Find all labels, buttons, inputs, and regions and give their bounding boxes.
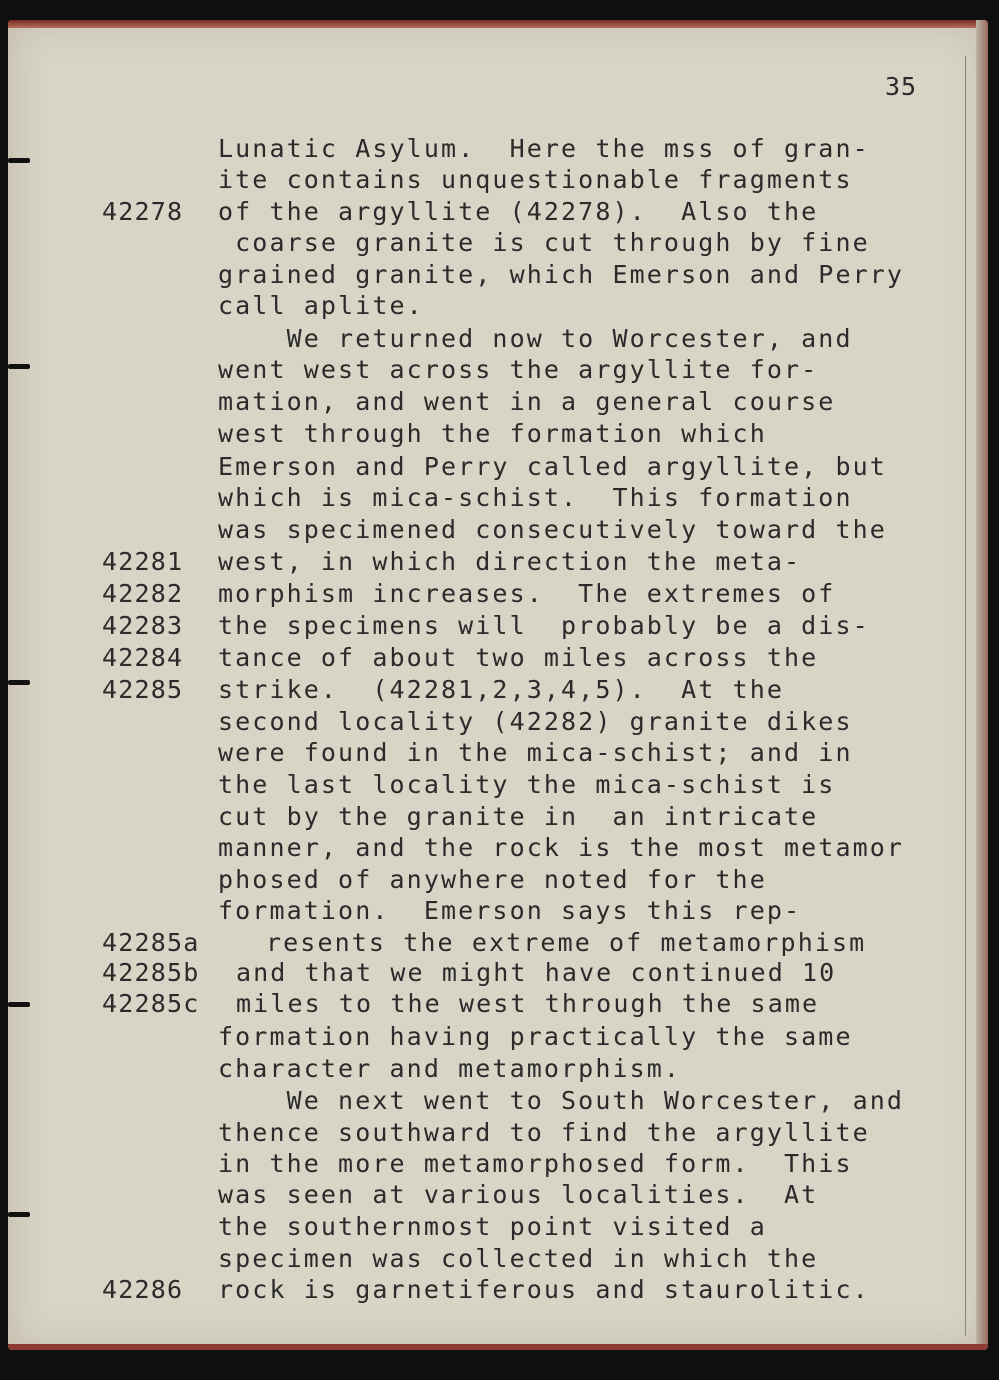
text-line: the southernmost point visited a xyxy=(218,1212,767,1241)
text-line: cut by the granite in an intricate xyxy=(218,802,819,831)
page-right-edge xyxy=(976,20,988,1350)
text-line: formation having practically the same xyxy=(218,1022,853,1051)
specimen-number: 42282 xyxy=(102,579,184,608)
notebook-page xyxy=(8,20,988,1350)
text-line: morphism increases. The extremes of xyxy=(218,579,836,608)
specimen-number: 42284 xyxy=(102,643,184,672)
text-line: miles to the west through the same xyxy=(236,989,820,1018)
text-line: specimen was collected in which the xyxy=(218,1244,819,1273)
text-line: strike. (42281,2,3,4,5). At the xyxy=(218,675,784,704)
text-line: We next went to South Worcester, and xyxy=(218,1086,905,1115)
margin-rule xyxy=(965,56,966,1336)
specimen-number: 42285a xyxy=(102,928,200,957)
binder-hole-mark xyxy=(8,1212,30,1217)
text-line: phosed of anywhere noted for the xyxy=(218,865,767,894)
binder-hole-mark xyxy=(8,158,30,163)
text-line: the last locality the mica-schist is xyxy=(218,770,836,799)
specimen-number: 42285 xyxy=(102,675,184,704)
text-line: mation, and went in a general course xyxy=(218,387,836,416)
specimen-number: 42285c xyxy=(102,989,200,1018)
text-line: manner, and the rock is the most metamor xyxy=(218,833,905,862)
specimen-number: 42281 xyxy=(102,547,184,576)
text-line: tance of about two miles across the xyxy=(218,643,819,672)
specimen-number: 42278 xyxy=(102,197,184,226)
page-bottom-edge xyxy=(8,1344,988,1350)
text-line: was specimened consecutively toward the xyxy=(218,515,887,544)
binder-hole-mark xyxy=(8,364,30,369)
specimen-number: 42283 xyxy=(102,611,184,640)
specimen-number: 42285b xyxy=(102,958,200,987)
text-line: call aplite. xyxy=(218,291,424,320)
text-line: character and metamorphism. xyxy=(218,1054,682,1083)
text-line: went west across the argyllite for- xyxy=(218,355,819,384)
text-line: formation. Emerson says this rep- xyxy=(218,896,802,925)
text-line: ite contains unquestionable fragments xyxy=(218,165,853,194)
text-line: of the argyllite (42278). Also the xyxy=(218,197,819,226)
text-line: in the more metamorphosed form. This xyxy=(218,1149,853,1178)
page-top-edge xyxy=(8,20,988,28)
text-line: west, in which direction the meta- xyxy=(218,547,802,576)
text-line: was seen at various localities. At xyxy=(218,1180,819,1209)
text-line: the specimens will probably be a dis- xyxy=(218,611,870,640)
text-line: We returned now to Worcester, and xyxy=(218,324,853,353)
binder-hole-mark xyxy=(8,1002,30,1007)
text-line: were found in the mica-schist; and in xyxy=(218,738,853,767)
text-line: Lunatic Asylum. Here the mss of gran- xyxy=(218,134,870,163)
binder-hole-mark xyxy=(8,680,30,685)
specimen-number: 42286 xyxy=(102,1275,184,1304)
text-line: rock is garnetiferous and staurolitic. xyxy=(218,1275,870,1304)
text-line: Emerson and Perry called argyllite, but xyxy=(218,452,887,481)
text-line: second locality (42282) granite dikes xyxy=(218,707,853,736)
text-line: and that we might have continued 10 xyxy=(236,958,837,987)
text-line: which is mica-schist. This formation xyxy=(218,483,853,512)
text-line: grained granite, which Emerson and Perry xyxy=(218,260,905,289)
text-line: west through the formation which xyxy=(218,419,767,448)
text-line: resents the extreme of metamorphism xyxy=(266,928,867,957)
page-number: 35 xyxy=(885,72,918,101)
text-line: coarse granite is cut through by fine xyxy=(218,228,870,257)
text-line: thence southward to find the argyllite xyxy=(218,1118,870,1147)
